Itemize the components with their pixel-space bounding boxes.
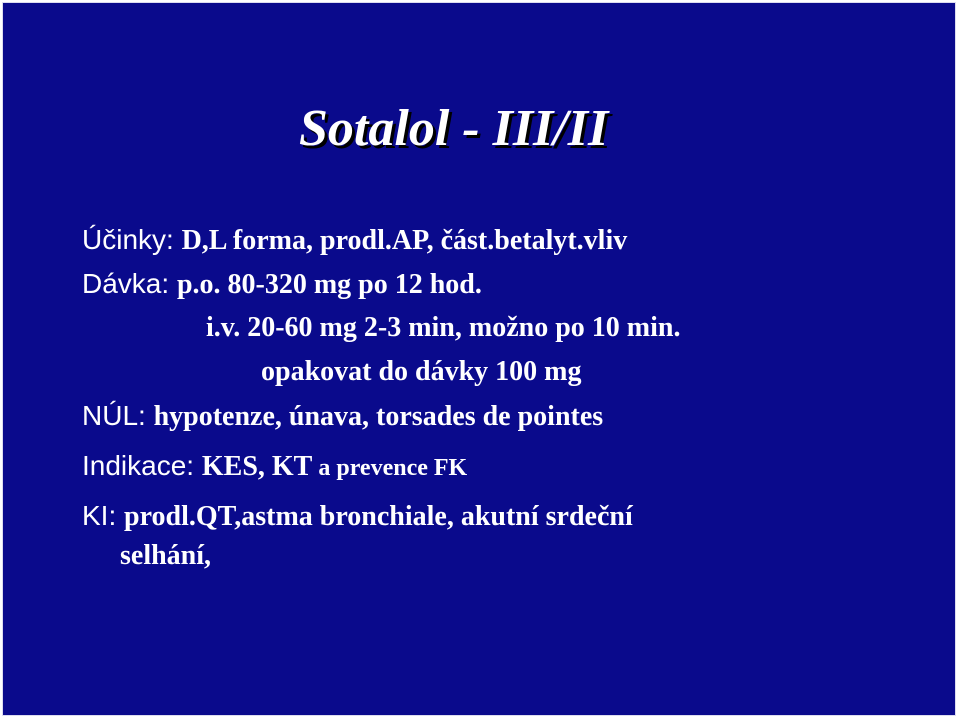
contraindications-cont-line [120,539,211,573]
slide [2,2,956,716]
dose-iv: i.v. 20-60 mg 2-3 min, možno po 10 min. [206,312,681,343]
indications-label: Indikace: [82,450,202,481]
effects-line [82,223,627,258]
dose-iv-line [206,311,680,345]
indications-line [82,449,467,485]
side-effects-value: hypotenze, únava, torsades de pointes [153,401,604,432]
effects-value: D,L forma, prodl.AP, část.betalyt.vliv [181,225,628,256]
indications-value: KES, KT [201,451,313,482]
indications-value-small: a prevence FK [312,455,468,481]
dose-oral: p.o. 80-320 mg po 12 hod. [176,269,482,300]
effects-label: Účinky: [82,224,182,255]
dose-repeat-line [261,355,582,389]
slide-title: Sotalol - III/II [299,100,609,157]
dose-line [82,267,482,302]
dose-repeat: opakovat do dávky 100 mg [261,356,582,387]
contraindications-value: prodl.QT,astma bronchiale, akutní srdeční [124,501,633,532]
contraindications-line [82,499,633,534]
side-effects-label: NÚL: [82,400,154,431]
contraindications-label: KI: [82,500,125,531]
side-effects-line [82,399,603,434]
dose-label: Dávka: [82,268,177,299]
contraindications-value-cont: selhání, [120,540,212,571]
